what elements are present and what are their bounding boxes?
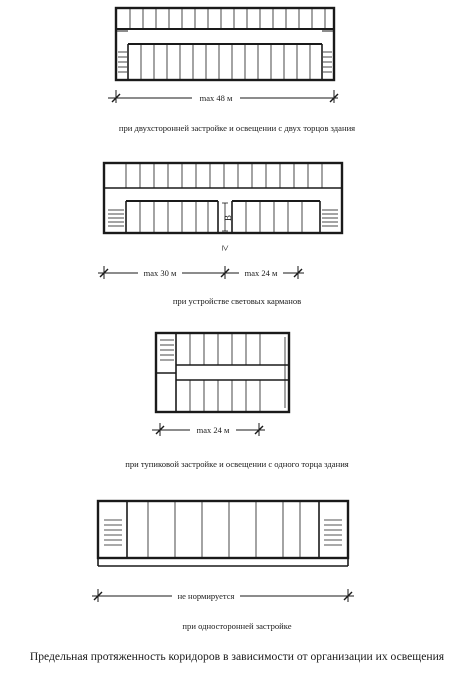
dimension-label-24a: max 24 м [244, 268, 278, 278]
plan-dead-end [156, 333, 289, 412]
plan-light-pockets [104, 163, 342, 233]
plan-double-loaded [116, 8, 334, 80]
pocket-width-mark: В [223, 214, 233, 222]
dimension-label-30: max 30 м [143, 268, 177, 278]
pocket-min-mark: ≥ [219, 244, 231, 252]
caption-dead-end: при тупиковой застройке и освещении с одного торца здания [125, 459, 349, 469]
caption-double-loaded: при двухсторонней застройке и освещении с двух торцов здания [118, 123, 356, 133]
dimension-label-unlimited: не нормируется [177, 591, 235, 601]
figure-title: Предельная протяженность коридоров в зависимости от организации их освещения [29, 650, 445, 663]
dimension-label-24b: max 24 м [196, 425, 230, 435]
plan-single-loaded [98, 501, 348, 566]
dimension-label-48: max 48 м [199, 93, 233, 103]
caption-single-loaded: при односторонней застройке [182, 621, 292, 631]
caption-light-pockets: при устройстве световых карманов [172, 296, 302, 306]
